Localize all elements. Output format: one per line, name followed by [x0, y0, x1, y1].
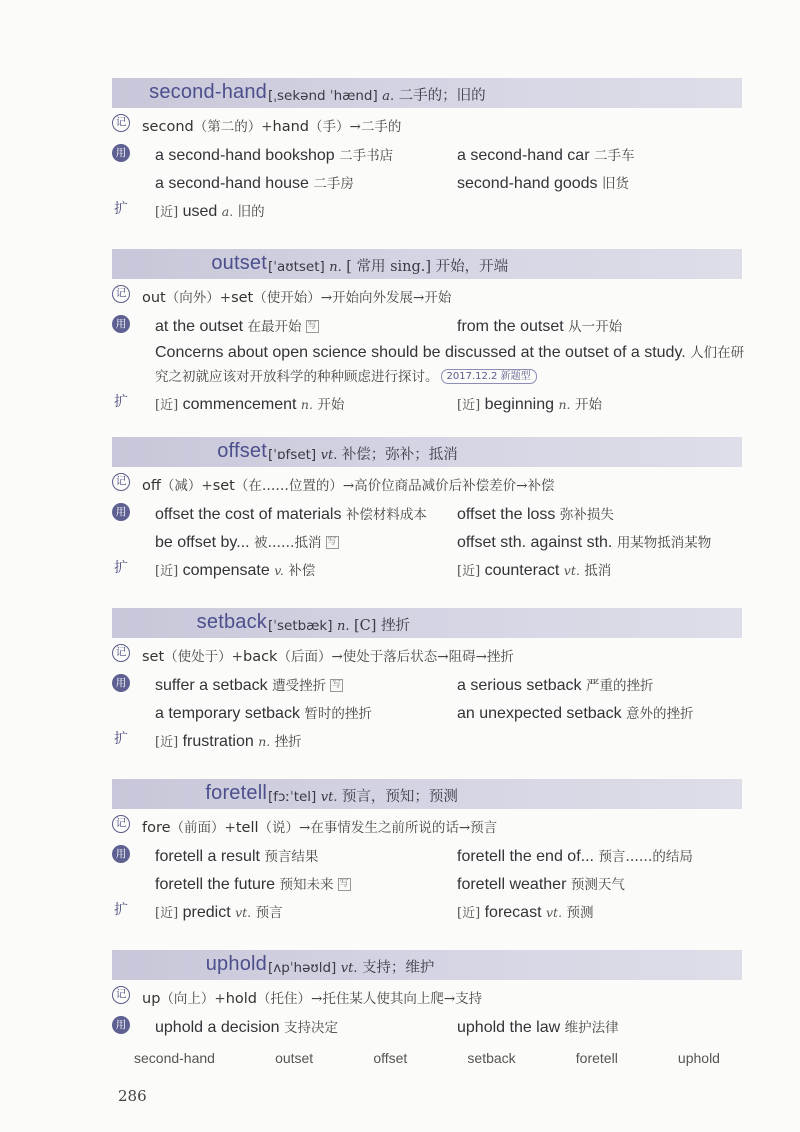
usage-icon: 用 [112, 315, 130, 333]
entry-header [112, 608, 742, 638]
usage-phrase: a serious setback 严重的挫折 [457, 677, 654, 694]
entry-outset [112, 249, 745, 415]
usage-phrase: an unexpected setback 意外的挫折 [457, 705, 694, 722]
usage-phrase: a temporary setback 暂时的挫折 [155, 705, 372, 722]
entry-header [112, 950, 742, 980]
usage-phrase: a second-hand bookshop 二手书店 [155, 147, 394, 164]
memory-text: set（使处于）+back（后面）→使处于落后状态→阻碍→挫折 [142, 649, 514, 665]
example-sentence-row [112, 337, 745, 387]
usage-phrase: be offset by... 被……抵消 写 [155, 534, 337, 551]
memory-text: second（第二的）+hand（手）→二手的 [142, 119, 402, 135]
usage-phrase: foretell the end of... 预言……的结局 [457, 848, 693, 865]
headword: setback [196, 611, 267, 633]
entry-uphold [112, 950, 742, 1038]
memory-row [112, 809, 742, 839]
extension-icon: 扩 [114, 560, 128, 576]
usage-phrase: foretell weather 预测天气 [457, 876, 625, 893]
extension-row [112, 387, 742, 415]
memory-text: off（减）+set（在……位置的）→高价位商品减价后补偿差价→补偿 [142, 478, 555, 494]
usage-row [112, 309, 742, 337]
entry-header [112, 779, 742, 809]
writing-mark-icon: 写 [339, 879, 349, 890]
synonym: [近] forecast vt. 预测 [457, 904, 594, 921]
memory-text: out（向外）+set（使开始）→开始向外发展→开始 [142, 290, 452, 306]
entry-offset [112, 437, 742, 581]
entry-second-hand [112, 78, 742, 222]
synonym: [近] counteract vt. 抵消 [457, 562, 612, 579]
usage-icon: 用 [112, 503, 130, 521]
memory-text: fore（前面）+tell（说）→在事情发生之前所说的话→预言 [142, 820, 498, 836]
usage-row [112, 696, 742, 724]
extension-icon: 扩 [114, 394, 128, 410]
extension-icon: 扩 [114, 201, 128, 217]
usage-phrase: from the outset 从一开始 [457, 318, 623, 335]
synonym: [近] predict vt. 预言 [155, 904, 283, 921]
footer-word: foretell [575, 1050, 618, 1066]
pronunciation: [ˈsetbæk] n. [C] 挫折 [268, 618, 410, 634]
headword: outset [211, 252, 267, 274]
extension-row [112, 895, 742, 923]
example-sentence: Concerns about open science should be discussed at the outset of a study. 人们在研究之初就应该对开放科学的种种顾虑进行探讨。 2017.12.2 新题型 [155, 344, 745, 385]
usage-phrase: a second-hand house 二手房 [155, 175, 354, 192]
usage-phrase: foretell the future 预知未来 写 [155, 876, 349, 893]
usage-phrase: uphold the law 维护法律 [457, 1019, 619, 1036]
usage-icon: 用 [112, 144, 130, 162]
headword: uphold [205, 953, 267, 975]
memory-text: up（向上）+hold（托住）→托住某人使其向上爬→支持 [142, 991, 483, 1007]
memory-icon: 记 [112, 114, 130, 132]
usage-phrase: offset the loss 弥补损失 [457, 506, 614, 523]
extension-row [112, 194, 742, 222]
usage-row [112, 867, 742, 895]
entry-header [112, 249, 742, 279]
usage-icon: 用 [112, 674, 130, 692]
footer-word: second-hand [134, 1050, 215, 1066]
synonym: [近] used a. 旧的 [155, 203, 265, 220]
synonym: [近] commencement n. 开始 [155, 396, 345, 413]
footer-word: outset [275, 1050, 314, 1066]
page-number: 286 [118, 1087, 147, 1105]
memory-row [112, 980, 742, 1010]
usage-phrase: foretell a result 预言结果 [155, 848, 319, 865]
pronunciation: [ˌsekənd ˈhænd] a. 二手的；旧的 [268, 88, 486, 104]
footer-word: setback [467, 1050, 516, 1066]
usage-row [112, 668, 742, 696]
writing-mark-icon: 写 [327, 537, 337, 548]
memory-icon: 记 [112, 285, 130, 303]
extension-icon: 扩 [114, 902, 128, 918]
extension-row [112, 724, 742, 752]
memory-icon: 记 [112, 815, 130, 833]
memory-row [112, 467, 742, 497]
usage-phrase: at the outset 在最开始 写 [155, 318, 317, 335]
footer-word: uphold [677, 1050, 720, 1066]
usage-row [112, 166, 742, 194]
usage-phrase: a second-hand car 二手车 [457, 147, 635, 164]
usage-phrase: suffer a setback 遭受挫折 写 [155, 677, 342, 694]
memory-row [112, 638, 742, 668]
usage-row [112, 1010, 742, 1038]
usage-phrase: offset the cost of materials 补偿材料成本 [155, 506, 427, 523]
usage-row [112, 839, 742, 867]
entry-foretell [112, 779, 742, 923]
extension-icon: 扩 [114, 731, 128, 747]
entry-setback [112, 608, 742, 752]
pronunciation: [fɔːˈtel] vt. 预言，预知；预测 [268, 789, 458, 805]
extension-row [112, 553, 742, 581]
memory-row [112, 108, 742, 138]
usage-row [112, 525, 742, 553]
memory-icon: 记 [112, 986, 130, 1004]
pronunciation: [ʌpˈhəʊld] vt. 支持；维护 [268, 960, 435, 976]
usage-phrase: uphold a decision 支持决定 [155, 1019, 338, 1036]
footer-word-index [112, 1050, 742, 1070]
headword: offset [217, 440, 267, 462]
entry-header [112, 437, 742, 467]
pronunciation: [ˈaʊtset] n. [ 常用 sing.] 开始，开端 [268, 259, 509, 275]
exam-source-badge: 2017.12.2 新题型 [441, 369, 537, 384]
usage-phrase: second-hand goods 旧货 [457, 175, 630, 192]
usage-icon: 用 [112, 1016, 130, 1034]
writing-mark-icon: 写 [307, 321, 317, 332]
footer-word: offset [373, 1050, 408, 1066]
memory-row [112, 279, 742, 309]
usage-phrase: offset sth. against sth. 用某物抵消某物 [457, 534, 712, 551]
memory-icon: 记 [112, 473, 130, 491]
synonym: [近] frustration n. 挫折 [155, 733, 302, 750]
usage-row [112, 497, 742, 525]
entry-header [112, 78, 742, 108]
headword: second-hand [149, 81, 267, 103]
writing-mark-icon: 写 [332, 680, 342, 691]
synonym: [近] beginning n. 开始 [457, 396, 602, 413]
usage-row [112, 138, 742, 166]
usage-icon: 用 [112, 845, 130, 863]
pronunciation: [ˈɒfset] vt. 补偿；弥补；抵消 [268, 447, 458, 463]
headword: foretell [205, 782, 267, 804]
memory-icon: 记 [112, 644, 130, 662]
synonym: [近] compensate v. 补偿 [155, 562, 316, 579]
